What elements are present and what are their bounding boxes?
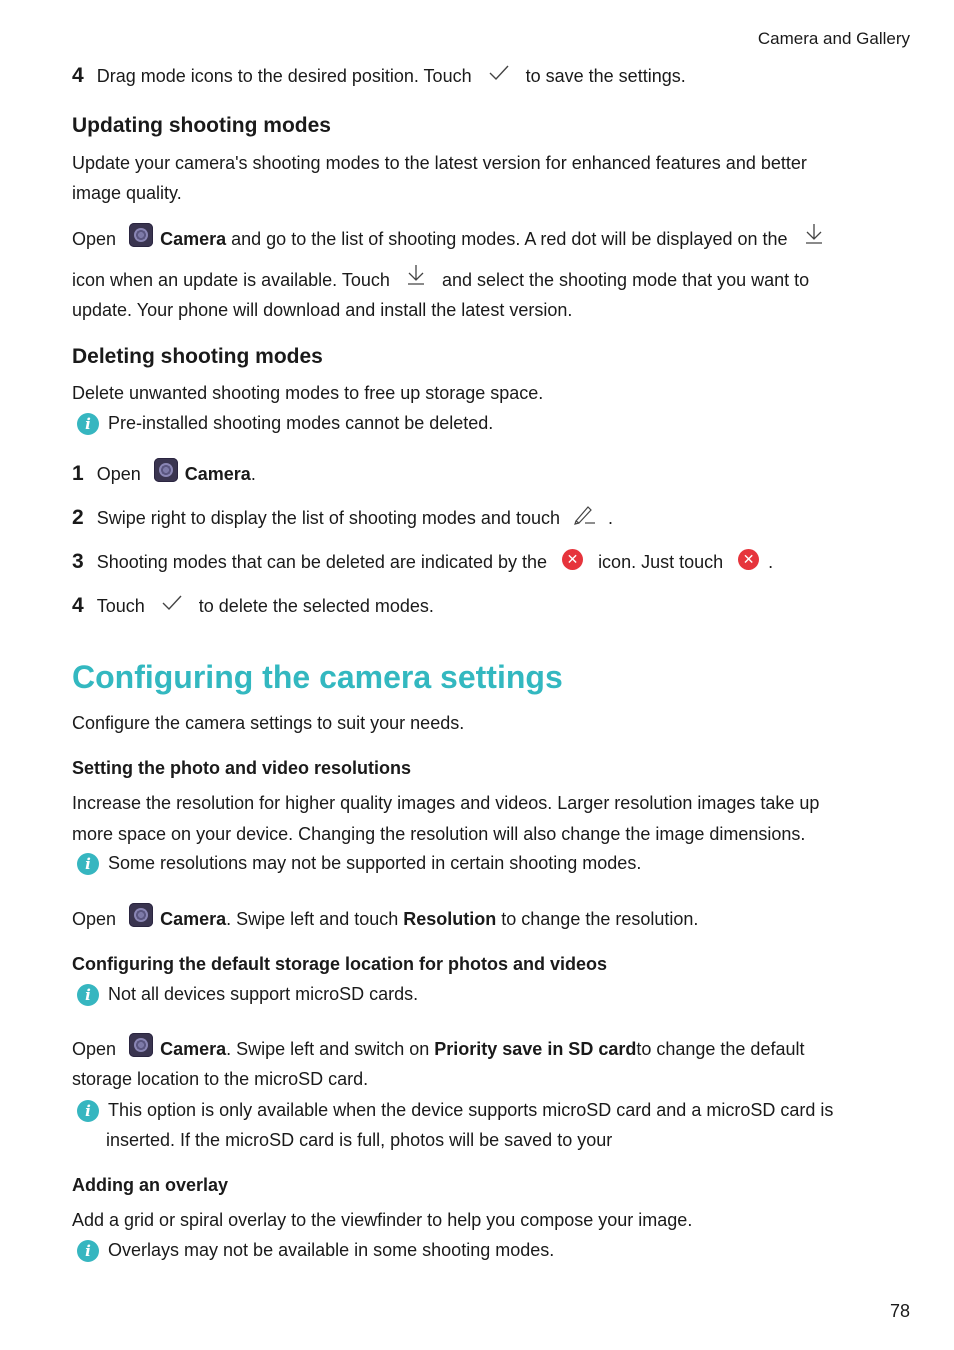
note-text: Overlays may not be available in some shooting modes. — [108, 1240, 555, 1260]
storage-note-2 — [77, 1100, 833, 1122]
running-header: Camera and Gallery — [757, 29, 910, 48]
info-icon: i — [77, 1240, 99, 1262]
updating-instruction-line-1 — [72, 228, 825, 252]
delete-icon: ✕ — [738, 549, 759, 570]
updating-desc-line-2: image quality. — [72, 183, 182, 203]
updating-desc-line-1: Update your camera's shooting modes to the latest version for enhanced features and better — [72, 153, 807, 173]
info-icon: i — [77, 984, 99, 1006]
instruction-text: . Swipe left and switch on — [226, 1038, 430, 1059]
step-text-after: to delete the selected modes. — [198, 596, 434, 616]
camera-app-icon — [129, 1033, 153, 1057]
info-icon: i — [77, 1100, 99, 1122]
storage-note-2-line-2: inserted. If the microSD card is full, photos will be saved to your — [106, 1130, 613, 1150]
step-text: Drag mode icons to the desired position. Touch — [96, 66, 472, 86]
open-text: Open — [72, 228, 117, 249]
step-number: 4 — [72, 594, 84, 617]
note-text: This option is only available when the device supports microSD card and a microSD card is — [108, 1100, 834, 1120]
open-text: Open — [96, 464, 141, 484]
camera-label: Camera — [184, 464, 251, 484]
info-icon: i — [77, 853, 99, 875]
open-text: Open — [72, 908, 117, 929]
camera-app-icon — [129, 223, 153, 247]
download-icon — [803, 222, 825, 246]
resolution-desc-line-2: more space on your device. Changing the resolution will also change the image dimensions. — [72, 824, 806, 844]
overlay-note — [77, 1240, 554, 1262]
download-icon — [405, 263, 427, 287]
updating-instruction-line-2 — [72, 269, 809, 293]
resolution-label: Resolution — [403, 908, 497, 929]
instruction-text-after: to change the default — [636, 1038, 805, 1059]
configuring-desc: Configure the camera settings to suit your needs. — [72, 713, 465, 733]
check-icon — [160, 593, 184, 613]
instruction-text: . Swipe left and touch — [226, 908, 399, 929]
instruction-text: icon when an update is available. Touch — [72, 269, 390, 290]
step-number: 2 — [72, 506, 84, 529]
camera-label: Camera — [160, 908, 227, 929]
overlay-desc: Add a grid or spiral overlay to the viewfinder to help you compose your image. — [72, 1210, 693, 1230]
edit-icon — [573, 503, 597, 525]
section-heading-deleting: Deleting shooting modes — [72, 345, 323, 368]
subheading-overlay: Adding an overlay — [72, 1175, 229, 1195]
deleting-note — [77, 413, 493, 435]
resolution-instruction — [72, 908, 698, 932]
deleting-step-3 — [72, 550, 773, 574]
step-number: 3 — [72, 550, 84, 573]
info-icon: i — [77, 413, 99, 435]
resolution-desc-line-1: Increase the resolution for higher quality images and videos. Larger resolution images take up — [72, 793, 820, 813]
period: . — [608, 508, 614, 528]
note-text: Not all devices support microSD cards. — [108, 984, 419, 1004]
open-text: Open — [72, 1038, 117, 1059]
note-text: Pre-installed shooting modes cannot be deleted. — [108, 413, 494, 433]
subheading-storage: Configuring the default storage location for photos and videos — [72, 954, 608, 974]
check-icon — [487, 63, 511, 83]
camera-app-icon — [129, 903, 153, 927]
step-text: Shooting modes that can be deleted are indicated by the — [96, 552, 548, 572]
deleting-step-2 — [72, 506, 613, 530]
step-text-after: to save the settings. — [525, 66, 686, 86]
page-number: 78 — [889, 1301, 910, 1321]
deleting-step-4 — [72, 594, 434, 618]
instruction-text: and go to the list of shooting modes. A red dot will be displayed on the — [231, 228, 788, 249]
deleting-step-1 — [72, 462, 256, 487]
storage-note-1 — [77, 984, 418, 1006]
subheading-resolution: Setting the photo and video resolutions — [72, 758, 412, 778]
priority-save-label: Priority save in SD card — [434, 1038, 637, 1059]
camera-app-icon — [154, 458, 178, 482]
camera-label: Camera — [160, 228, 227, 249]
section-heading-updating: Updating shooting modes — [72, 114, 331, 137]
instruction-text-after: to change the resolution. — [501, 908, 699, 929]
step-number: 4 — [72, 64, 84, 87]
resolution-note — [77, 853, 641, 875]
step-text: Touch — [96, 596, 145, 616]
period: . — [250, 464, 256, 484]
delete-icon: ✕ — [562, 549, 583, 570]
camera-label: Camera — [160, 1038, 227, 1059]
step-text-mid: icon. Just touch — [598, 552, 724, 572]
storage-instruction-line-1 — [72, 1038, 804, 1062]
step-4-top — [72, 64, 686, 88]
step-number: 1 — [72, 462, 84, 485]
instruction-text-after: and select the shooting mode that you want to — [441, 269, 810, 290]
chapter-heading-configuring: Configuring the camera settings — [72, 659, 563, 695]
period: . — [768, 552, 774, 572]
step-text: Swipe right to display the list of shooting modes and touch — [96, 508, 560, 528]
storage-instruction-line-2: storage location to the microSD card. — [72, 1069, 369, 1089]
updating-instruction-line-3: update. Your phone will download and install the latest version. — [72, 300, 573, 320]
note-text: Some resolutions may not be supported in certain shooting modes. — [108, 853, 642, 873]
deleting-desc: Delete unwanted shooting modes to free up storage space. — [72, 383, 544, 403]
